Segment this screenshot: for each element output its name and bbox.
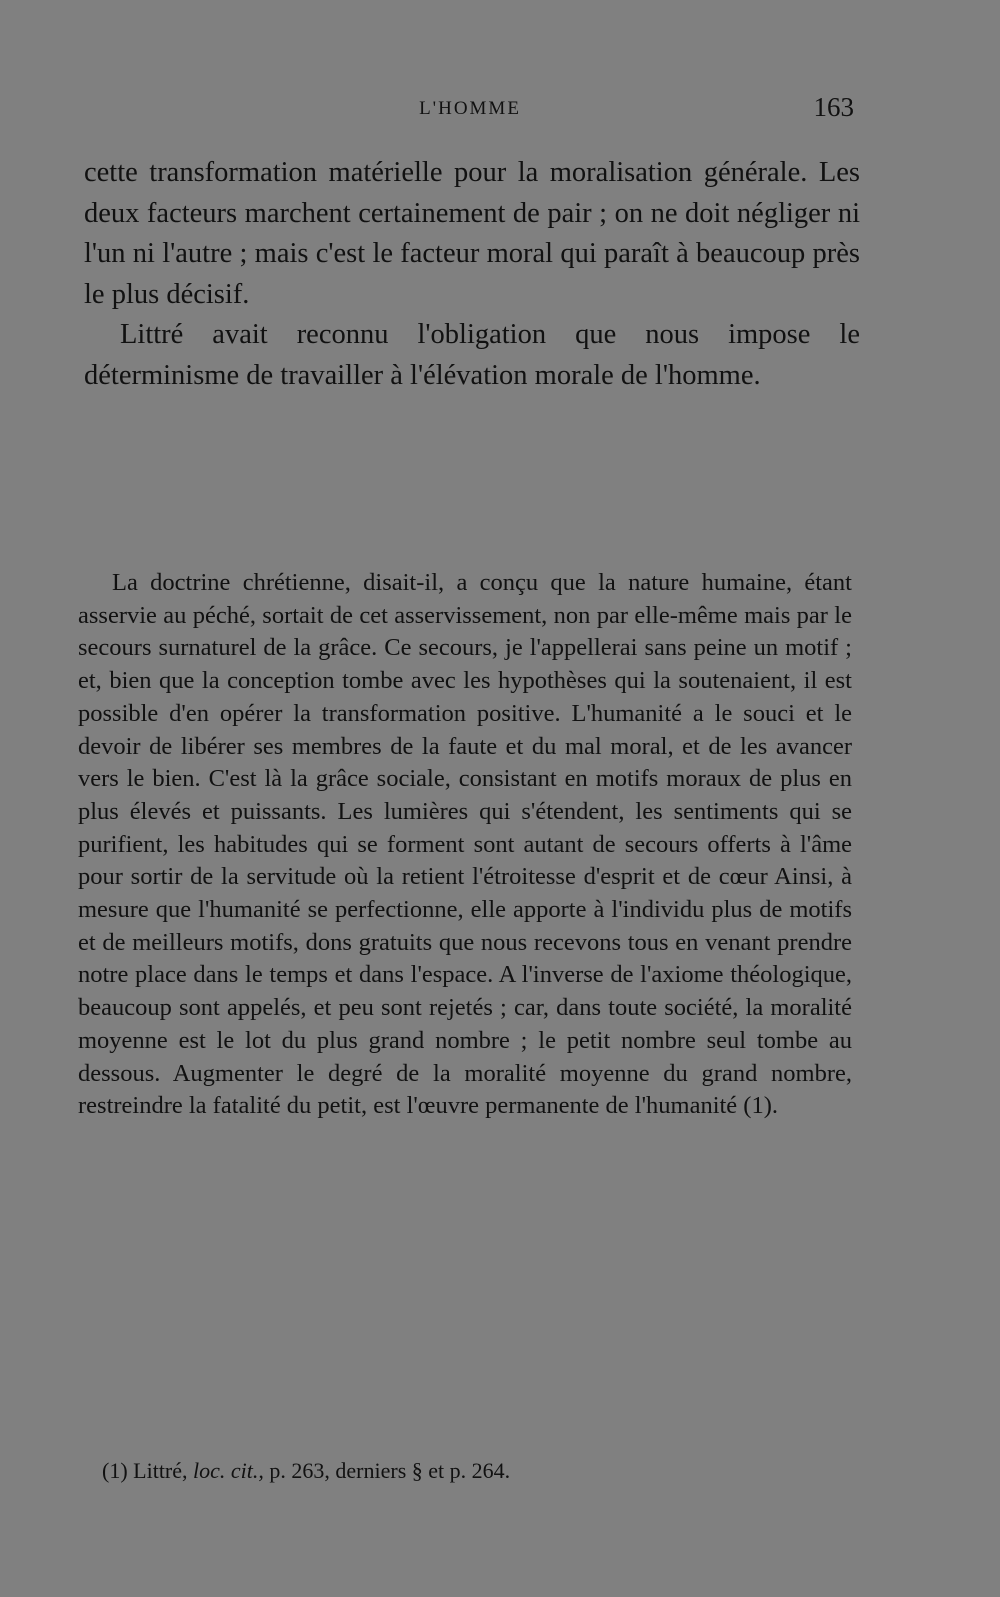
footnote-reference: loc. cit., [193, 1458, 264, 1483]
paragraph: Littré avait reconnu l'obligation que nous impose le déterminisme de travailler à l'élévation morale de l'homme. [84, 319, 860, 391]
footnote-pages: p. 263, derniers § et p. 264. [269, 1458, 511, 1483]
footnote-author: Littré, [133, 1458, 188, 1483]
footnote [102, 1458, 510, 1484]
page-number: 163 [813, 92, 854, 122]
footnote-marker: (1) [102, 1458, 128, 1483]
running-head: L'HOMME [419, 98, 521, 119]
main-text [84, 153, 860, 396]
page-header [82, 92, 858, 132]
quote-paragraph: La doctrine chrétienne, disait-il, a conçu que la nature humaine, étant asservie au péché, sortait de cet asservissement, non par elle-même mais par le secours surnaturel de la grâce. Ce secours, je l'appellerai sans peine un motif ; et, bien que la conception tombe avec les hypothèses qui la soutenaient, il est possible d'en opérer la transformation positive. L'humanité a le souci et le devoir de libérer ses membres de la faute et du mal moral, et de les avancer vers le bien. C'est là la grâce sociale, consistant en motifs moraux de plus en plus élevés et puissants. Les lumières qui s'étendent, les sentiments qui se purifient, les habitudes qui se forment sont autant de secours offerts à l'âme pour sortir de la servitude où la retient l'étroitesse d'esprit et de cœur Ainsi, à mesure que l'humanité se perfectionne, elle apporte à l'individu plus de motifs et de meilleurs motifs, dons gratuits que nous recevons tous en venant prendre notre place dans le temps et dans l'espace. A l'inverse de l'axiome théologique, beaucoup sont appelés, et peu sont rejetés ; car, dans toute société, la moralité moyenne est le lot du plus grand nombre ; le petit nombre seul tombe au dessous. Augmenter le degré de la moralité moyenne du grand nombre, restreindre la fatalité du petit, est l'œuvre permanente de l'humanité (1). [78, 569, 852, 1120]
paragraph: cette transformation matérielle pour la moralisation générale. Les deux facteurs marchent certainement de pair ; on ne doit négliger ni l'un ni l'autre ; mais c'est le facteur moral qui paraît à beaucoup près le plus décisif. [84, 157, 860, 310]
block-quote [78, 567, 852, 1123]
